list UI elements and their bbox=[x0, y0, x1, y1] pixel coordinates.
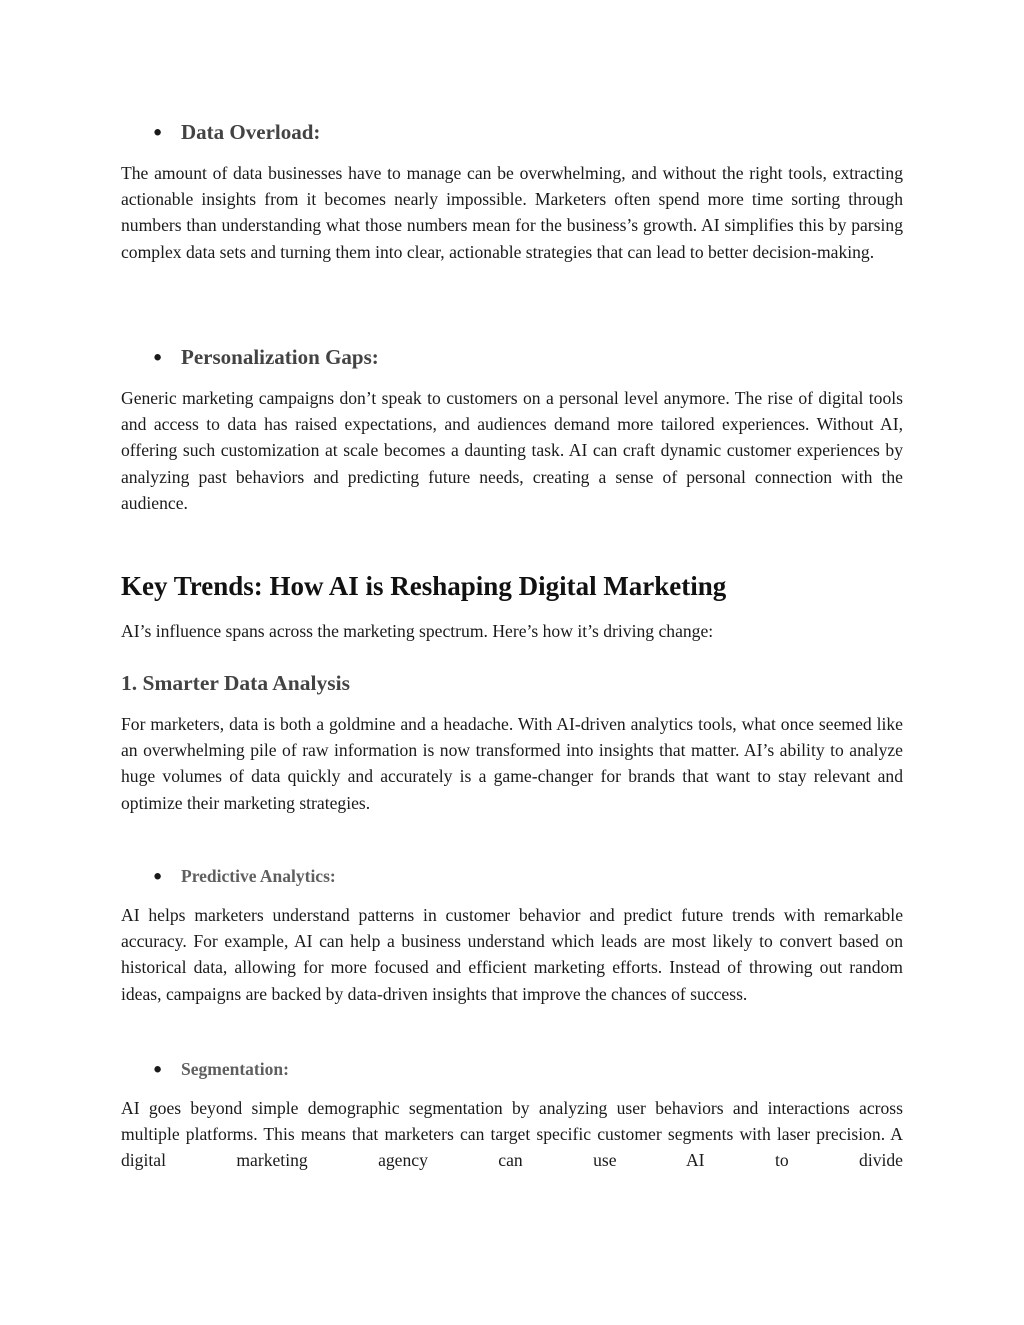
subheading-smarter-data: 1. Smarter Data Analysis bbox=[121, 671, 350, 695]
paragraph-smarter-data: For marketers, data is both a goldmine and a headache. With AI-driven analytics tools, what once seemed like an overwhelming pile of raw information is now transformed into insights that matter. AI’s ability to analyze huge volumes of data quickly and accurately is a game-changer for brands that want to stay relevant and optimize their marketing strategies. bbox=[121, 714, 903, 813]
paragraph-predictive: AI helps marketers understand patterns in customer behavior and predict future trends with remarkable accuracy. For example, AI can help a business understand which leads are most likely to convert based on historical data, allowing for more focused and efficient marketing efforts. Instead of throwing out random ideas, campaigns are backed by data-driven insights that improve the chances of success. bbox=[121, 905, 903, 1004]
bullet-heading-personalization bbox=[121, 345, 963, 370]
bullet-heading-segmentation bbox=[121, 1059, 963, 1080]
bullet-icon: ● bbox=[153, 1061, 163, 1077]
paragraph-personalization: Generic marketing campaigns don’t speak to customers on a personal level anymore. The rise of digital tools and access to data has raised expectations, and audiences demand more tailored experiences. Without AI, offering such customization at scale becomes a daunting task. AI can craft dynamic customer experiences by analyzing past behaviors and predicting future needs, creating a sense of personal connection with the audience. bbox=[121, 388, 903, 513]
bullet-icon: ● bbox=[153, 124, 163, 140]
paragraph-key-trends-intro: AI’s influence spans across the marketing spectrum. Here’s how it’s driving change: bbox=[121, 621, 714, 641]
bullet-icon: ● bbox=[153, 349, 163, 365]
heading-text: Data Overload: bbox=[181, 120, 321, 144]
heading-text: Personalization Gaps: bbox=[181, 345, 379, 369]
bullet-icon: ● bbox=[153, 868, 163, 884]
heading-text: Predictive Analytics: bbox=[181, 866, 336, 886]
bullet-heading-predictive bbox=[121, 866, 963, 887]
paragraph-data-overload: The amount of data businesses have to manage can be overwhelming, and without the right tools, extracting actionable insights from it becomes nearly impossible. Marketers often spend more time sorting through numbers than understanding what those numbers mean for the business’s growth. AI simplifies this by parsing complex data sets and turning them into clear, actionable strategies that can lead to better decision-making. bbox=[121, 163, 903, 262]
heading-text: Segmentation: bbox=[181, 1059, 289, 1079]
paragraph-segmentation: AI goes beyond simple demographic segmentation by analyzing user behaviors and interactions across multiple platforms. This means that marketers can target specific customer segments with laser precision. A digital marketing agency can use AI to divide bbox=[121, 1098, 903, 1171]
bullet-heading-data-overload bbox=[121, 120, 963, 145]
section-heading-key-trends: Key Trends: How AI is Reshaping Digital Marketing bbox=[121, 571, 727, 601]
